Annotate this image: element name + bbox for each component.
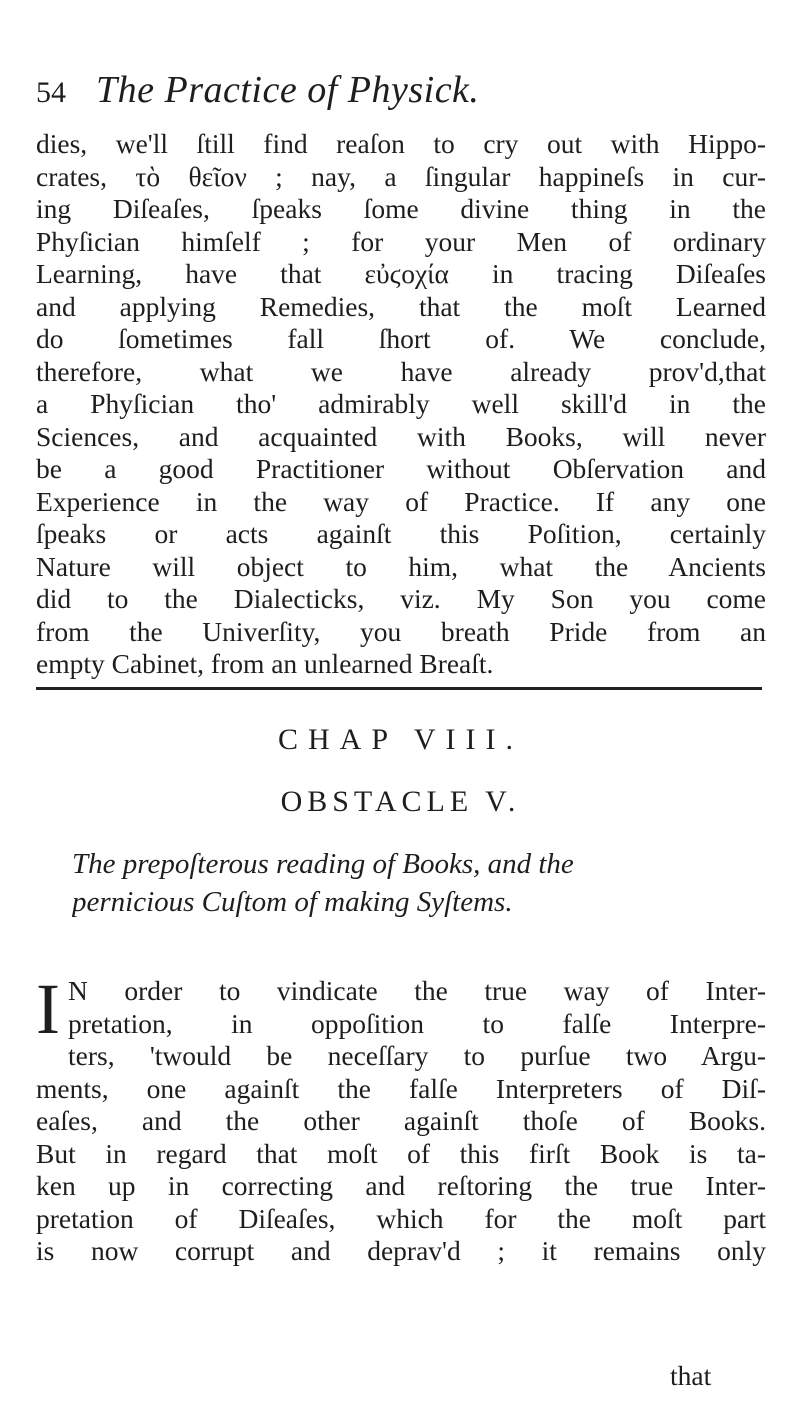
running-head [36, 60, 676, 120]
text-line: ments, one againſt the falſe Interpreters of Diſ- [36, 1072, 766, 1104]
chapter-heading: CHAP VIII. [277, 723, 523, 756]
text-line: ken up in correcting and reſtoring the true Inter- [36, 1170, 766, 1201]
text-line: and applying Remedies, that the moſt Learned [36, 290, 766, 322]
chapter-subtitle [72, 845, 772, 921]
text-line: a Phyſician tho' admirably well skill'd in the [36, 388, 766, 419]
running-title: The Practice of Physick. [96, 69, 480, 111]
text-line: be a good Practitioner without Obſervation and [36, 453, 766, 484]
section-divider [36, 687, 762, 690]
text-line: N order to vindicate the true way of Inter- [67, 975, 766, 1006]
text-line: therefore, what we have already prov'd,that [36, 355, 766, 387]
top-paragraph [36, 128, 766, 681]
text-line: is now corrupt and deprav'd ; it remains only [36, 1235, 766, 1266]
text-line: But in regard that moſt of this firſt Book is ta- [36, 1137, 766, 1169]
obstacle-heading: OBSTACLE V. [280, 785, 521, 818]
text-line: did to the Dialecticks, viz. My Son you come [36, 583, 766, 614]
drop-cap: I [36, 969, 60, 1049]
text-line: Phyſician himſelf ; for your Men of ordinary [36, 225, 766, 257]
text-line: pretation, in oppoſition to falſe Interpre- [67, 1007, 766, 1039]
subtitle-line: pernicious Cuſtom of making Syſtems. [72, 886, 513, 918]
text-line: Experience in the way of Practice. If any one [36, 485, 766, 517]
text-line: do ſometimes fall ſhort of. We conclude, [36, 323, 766, 354]
text-line: Sciences, and acquainted with Books, will never [36, 420, 766, 452]
text-line: crates, τὸ θεῖον ; nay, a ſingular happineſs in cur- [36, 160, 766, 192]
text-line: Nature will object to him, what the Ancients [36, 550, 766, 582]
subtitle-line: The prepoſterous reading of Books, and the [72, 848, 574, 880]
page-number: 54 [36, 76, 66, 109]
text-line: empty Cabinet, from an unlearned Breaſt. [36, 648, 494, 679]
text-line: eaſes, and the other againſt thoſe of Books. [36, 1105, 766, 1136]
text-line: ters, 'twould be neceſſary to purſue two Argu- [67, 1040, 766, 1071]
text-line: Learning, have that εὐϛοχία in tracing Diſeaſes [36, 258, 766, 289]
text-line: dies, we'll ſtill find reaſon to cry out with Hippo- [36, 128, 766, 159]
catchword: that [670, 1360, 712, 1391]
text-line: from the Univerſity, you breath Pride from an [36, 615, 766, 647]
text-line: ſpeaks or acts againſt this Poſition, certainly [36, 518, 766, 549]
text-line: ing Diſeaſes, ſpeaks ſome divine thing in the [36, 193, 766, 224]
text-line: pretation of Diſeaſes, which for the moſt part [36, 1202, 766, 1234]
body-paragraph [36, 969, 766, 1268]
